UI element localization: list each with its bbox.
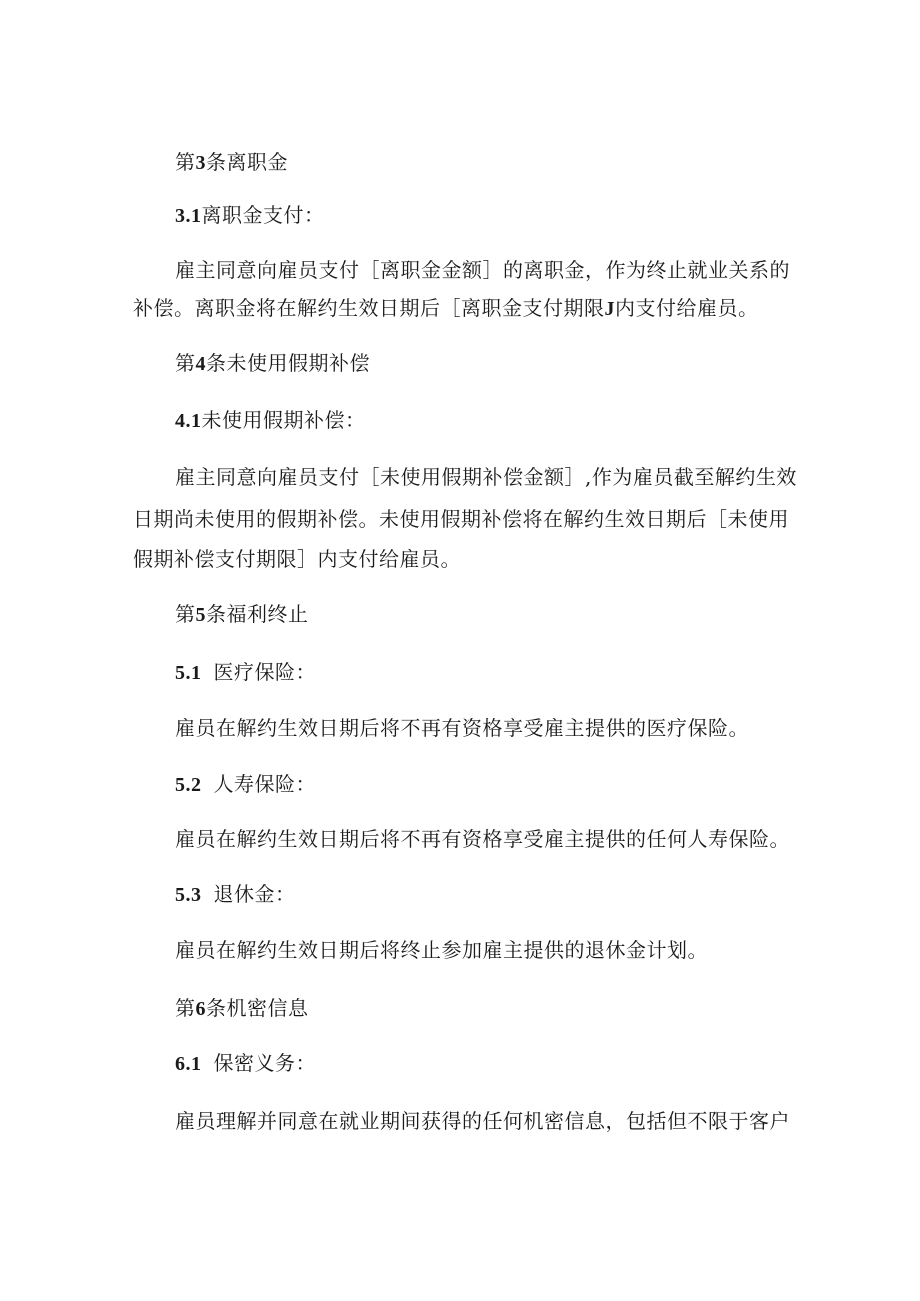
article-number: 5 [195, 604, 206, 626]
article-title: 条机密信息 [206, 996, 309, 1020]
clause-number: 5.3 [175, 884, 202, 906]
article-5-heading [175, 602, 309, 627]
clause-number: 6.1 [175, 1053, 202, 1075]
article-prefix: 第 [175, 602, 196, 626]
article-number: 6 [195, 998, 206, 1020]
paragraph-4-1-line-2: 日期尚未使用的假期补偿。未使用假期补偿将在解约生效日期后［未使用 [133, 507, 789, 531]
article-prefix: 第 [175, 351, 196, 375]
article-title: 条未使用假期补偿 [206, 351, 370, 375]
clause-number: 3.1 [175, 205, 202, 227]
paragraph-5-2: 雇员在解约生效日期后将不再有资格享受雇主提供的任何人寿保险。 [175, 827, 790, 851]
article-number: 4 [195, 353, 206, 375]
clause-title: 离职金支付： [201, 203, 325, 227]
clause-number: 5.2 [175, 774, 202, 796]
paragraph-6-1: 雇员理解并同意在就业期间获得的任何机密信息，包括但不限于客户 [175, 1109, 790, 1133]
clause-title: 人寿保险： [213, 772, 316, 796]
clause-title: 未使用假期补偿： [201, 408, 366, 432]
article-prefix: 第 [175, 996, 196, 1020]
article-4-heading [175, 351, 370, 376]
paragraph-text: 补偿。离职金将在解约生效日期后［离职金支付期限 [133, 296, 605, 320]
clause-title: 退休金： [213, 882, 296, 906]
clause-4-1-heading [175, 408, 366, 433]
clause-number: 4.1 [175, 410, 202, 432]
clause-title: 保密义务： [213, 1051, 316, 1075]
paragraph-5-1: 雇员在解约生效日期后将不再有资格享受雇主提供的医疗保险。 [175, 716, 749, 740]
bracket-glyph: J [604, 298, 615, 320]
article-3-heading [175, 150, 288, 175]
article-6-heading [175, 996, 309, 1021]
clause-title: 医疗保险： [213, 660, 316, 684]
paragraph-4-1-line-1: 雇主同意向雇员支付［未使用假期补偿金额］,作为雇员截至解约生效 [175, 465, 797, 489]
clause-number: 5.1 [175, 662, 202, 684]
paragraph-text: 内支付给雇员。 [615, 296, 759, 320]
paragraph-3-1-line-2 [133, 296, 759, 321]
article-prefix: 第 [175, 150, 196, 174]
article-number: 3 [195, 152, 206, 174]
paragraph-4-1-line-3: 假期补偿支付期限］内支付给雇员。 [133, 547, 461, 571]
clause-3-1-heading [175, 203, 325, 228]
article-title: 条福利终止 [206, 602, 309, 626]
clause-6-1-heading [175, 1051, 316, 1076]
clause-5-2-heading [175, 772, 316, 797]
clause-5-1-heading [175, 660, 316, 685]
paragraph-5-3: 雇员在解约生效日期后将终止参加雇主提供的退休金计划。 [175, 938, 708, 962]
paragraph-3-1-line-1: 雇主同意向雇员支付［离职金金额］的离职金，作为终止就业关系的 [175, 258, 790, 282]
article-title: 条离职金 [206, 150, 288, 174]
clause-5-3-heading [175, 882, 296, 907]
